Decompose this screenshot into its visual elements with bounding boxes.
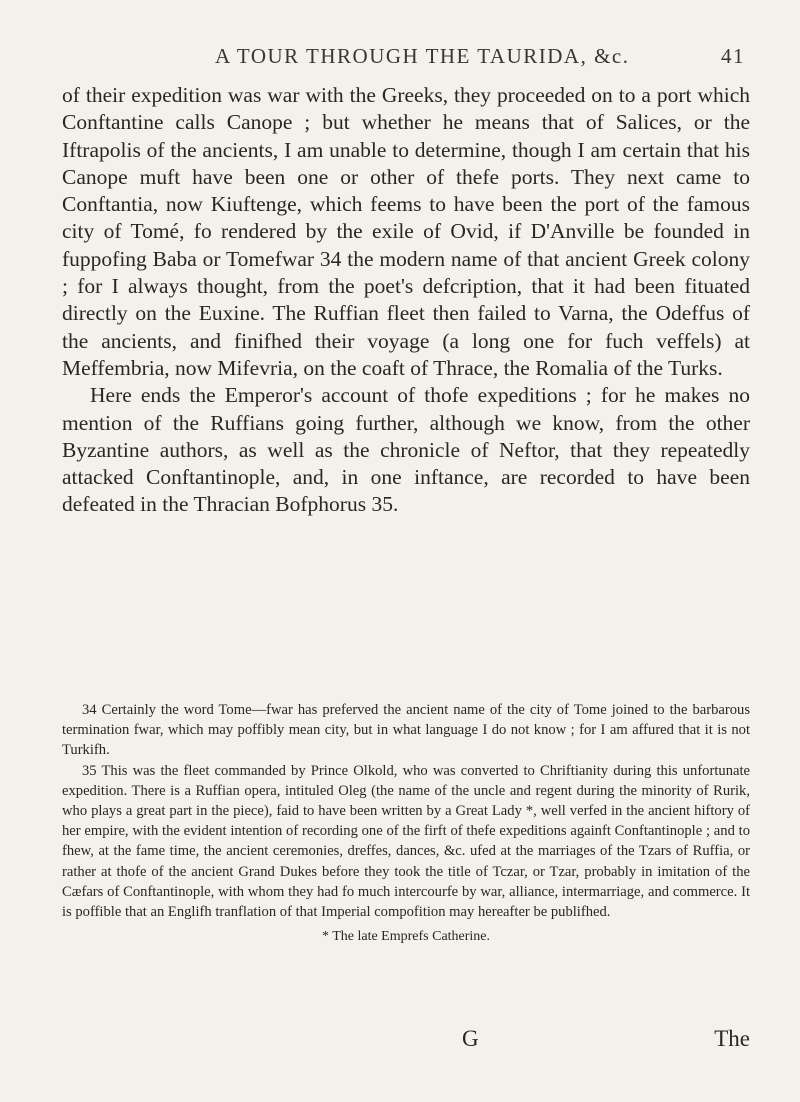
running-head-title: A TOUR THROUGH THE TAURIDA, &c. xyxy=(215,44,630,68)
page-number: 41 xyxy=(721,44,745,68)
paragraph: Here ends the Emperor's account of thofe expeditions ; for he makes no mention of the Ruffians going further, although we know, from the other Byzantine authors, as well as the chronicle of Neftor, that they repeatedly attacked Conftantinople, and, in one inftance, are recorded to have been defeated in the Thracian Bofphorus 35. xyxy=(62,383,750,517)
page-footer xyxy=(62,1026,750,1052)
main-text xyxy=(62,82,750,519)
signature-mark: G xyxy=(462,1026,479,1051)
paragraph: of their expedition was war with the Greeks, they proceeded on to a port which Conftantine calls Canope ; but whether he means that of Salices, or the Iftrapolis of the ancients, I am unable to determine, though I am certain that his Canope muft have been one or other of thefe ports. They next came to Conftantia, now Kiuftenge, which feems to have been the port of the famous city of Tomé, fo rendered by the exile of Ovid, if D'Anville be founded in fuppofing Baba or Tomefwar 34 the modern name of that ancient Greek colony ; for I always thought, from the poet's defcription, that it had been fituated directly on the Euxine. The Ruffian fleet then failed to Varna, the Odeffus of the ancients, and finifhed their voyage (a long one for fuch veffels) at Meffembria, now Mifevria, on the coaft of Thrace, the Romalia of the Turks. xyxy=(62,83,750,380)
running-head xyxy=(215,44,745,69)
footnote-34: 34 Certainly the word Tome—fwar has preferved the ancient name of the city of Tome joined to the barbarous termination fwar, which may poffibly mean city, but in what language I do not know ; for I am affured that it is not Turkifh. xyxy=(62,702,750,759)
footnotes xyxy=(62,700,750,947)
footnote-star: * The late Emprefs Catherine. xyxy=(321,929,491,945)
footnote-35: 35 This was the fleet commanded by Prince Olkold, who was converted to Chriftianity during this unfortunate expedition. There is a Ruffian opera, intituled Oleg (the name of the uncle and regent during the minority of Rurik, who plays a great part in the piece), faid to have been written by a Great Lady *, well verfed in the ancient hiftory of her empire, with the evident intention of recording one of the firft of thefe expeditions againft Conftantinople ; and to fhew, at the fame time, the ancient ceremonies, dreffes, dances, &c. ufed at the marriages of the Tzars of Ruffia, or rather at thofe of the ancient Grand Dukes before they took the title of Tczar, or Tzar, probably in imitation of the Cæfars of Conftantinople, with whom they had fo much intercourfe by war, alliance, intermarriage, and commerce. It is poffible that an Englifh tranflation of that Imperial compofition may hereafter be publifhed. xyxy=(62,762,750,921)
catchword: The xyxy=(714,1026,750,1051)
